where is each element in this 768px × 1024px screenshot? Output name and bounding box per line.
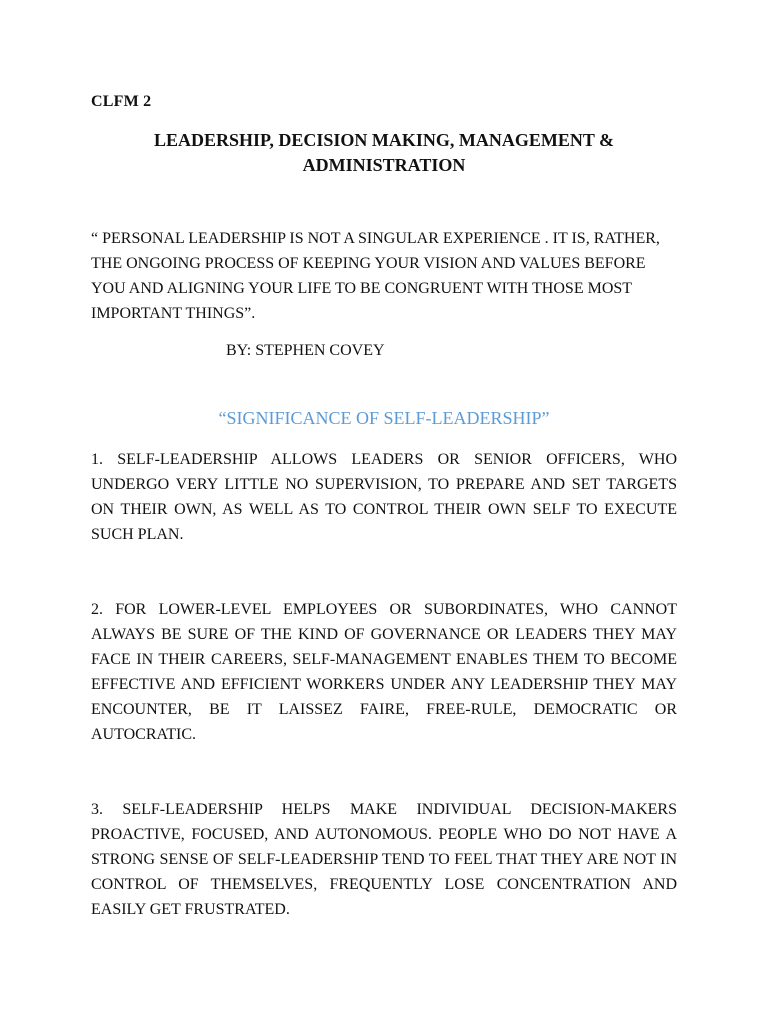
leadership-quote: “ PERSONAL LEADERSHIP IS NOT A SINGULAR EXPERIENCE . IT IS, RATHER, THE ONGOING PROCESS OF KEEPING YOUR VISION AND VALUES BEFORE YOU AND ALIGNING YOUR LIFE TO BE CONGRUENT WITH THOSE MOST IMPORTANT THINGS”. — [91, 230, 660, 322]
course-code: CLFM 2 — [91, 93, 152, 110]
quote-author: BY: STEPHEN COVEY — [226, 342, 385, 359]
point-1: 1. SELF-LEADERSHIP ALLOWS LEADERS OR SENIOR OFFICERS, WHO UNDERGO VERY LITTLE NO SUPERVISION, TO PREPARE AND SET TARGETS ON THEIR OWN, AS WELL AS TO CONTROL THEIR OWN SELF TO EXECUTE SUCH PLAN. — [91, 451, 677, 543]
document-title — [91, 128, 677, 178]
point-2: 2. FOR LOWER-LEVEL EMPLOYEES OR SUBORDINATES, WHO CANNOT ALWAYS BE SURE OF THE KIND OF GOVERNANCE OR LEADERS THEY MAY FACE IN THEIR CAREERS, SELF-MANAGEMENT ENABLES THEM TO BECOME EFFECTIVE AND EFFICIENT WORKERS UNDER ANY LEADERSHIP THEY MAY ENCOUNTER, BE IT LAISSEZ FAIRE, FREE-RULE, DEMOCRATIC OR AUTOCRATIC. — [91, 601, 677, 743]
point-3: 3. SELF-LEADERSHIP HELPS MAKE INDIVIDUAL DECISION-MAKERS PROACTIVE, FOCUSED, AND AUTONOMOUS. PEOPLE WHO DO NOT HAVE A STRONG SENSE OF SELF-LEADERSHIP TEND TO FEEL THAT THEY ARE NOT IN CONTROL OF THEMSELVES, FREQUENTLY LOSE CONCENTRATION AND EASILY GET FRUSTRATED. — [91, 801, 677, 918]
document-title-line-1: LEADERSHIP, DECISION MAKING, MANAGEMENT & — [153, 130, 615, 150]
section-heading: “SIGNIFICANCE OF SELF-LEADERSHIP” — [218, 408, 550, 428]
document-title-line-2: ADMINISTRATION — [302, 155, 466, 175]
